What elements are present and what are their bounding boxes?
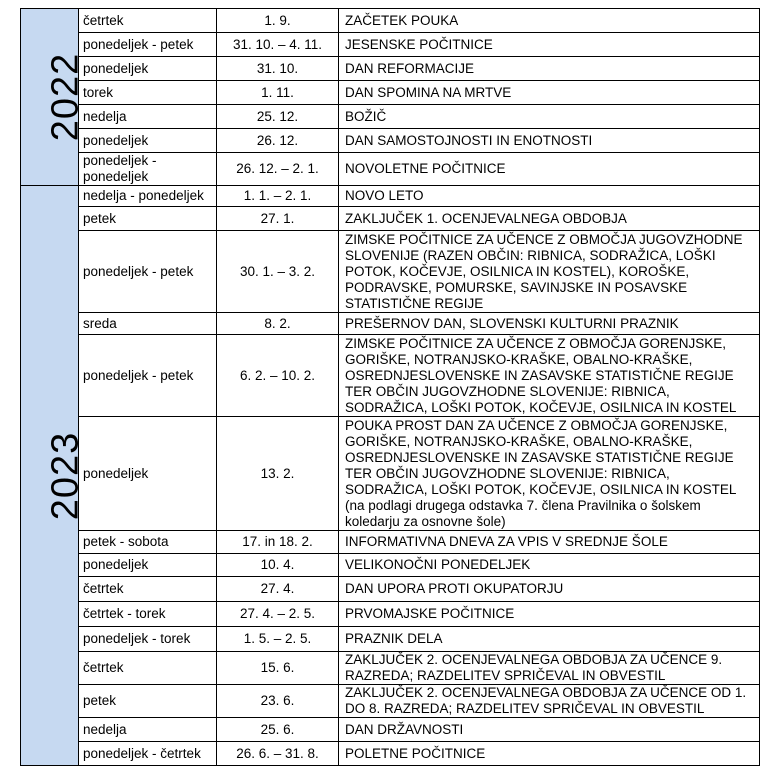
date-cell: 26. 6. – 31. 8.	[217, 742, 339, 766]
day-cell: ponedeljek	[79, 417, 217, 531]
calendar-body	[21, 9, 760, 766]
description-cell: POLETNE POČITNICE	[339, 742, 760, 766]
date-cell: 1. 11.	[217, 81, 339, 105]
table-row	[21, 81, 760, 105]
description-cell: DAN REFORMACIJE	[339, 57, 760, 81]
table-row	[21, 335, 760, 417]
year-cell	[21, 9, 87, 186]
day-cell: ponedeljek	[79, 129, 217, 153]
date-cell: 6. 2. – 10. 2.	[217, 335, 339, 417]
description-cell: POUKA PROST DAN ZA UČENCE Z OBMOČJA GORENJSKE, GORIŠKE, NOTRANJSKO-KRAŠKE, OBALNO-KRAŠKE, OSREDNJESLOVENSKE IN ZASAVSKE STATISTIČNE REGIJE TER OBČIN JUGOVZHODNE SLOVENIJE: RIBNICA, SODRAŽICA, LOŠKI POTOK, KOČEVJE, OSILNICA IN KOSTEL (na podlagi drugega odstavka 7. člena Pravilnika o šolskem koledarju za osnovne šole)	[339, 417, 760, 531]
day-cell: ponedeljek - petek	[79, 335, 217, 417]
description-cell: PRAZNIK DELA	[339, 627, 760, 652]
table-row	[21, 742, 760, 766]
table-row	[21, 33, 760, 57]
date-cell: 27. 4. – 2. 5.	[217, 602, 339, 627]
date-cell: 15. 6.	[217, 652, 339, 685]
table-row	[21, 554, 760, 577]
table-row	[21, 652, 760, 685]
day-cell: torek	[79, 81, 217, 105]
day-cell: četrtek - torek	[79, 602, 217, 627]
date-cell: 1. 5. – 2. 5.	[217, 627, 339, 652]
date-cell: 25. 6.	[217, 718, 339, 742]
day-cell: nedelja	[79, 718, 217, 742]
date-cell: 23. 6.	[217, 685, 339, 718]
day-cell: petek	[79, 685, 217, 718]
table-row	[21, 231, 760, 313]
description-cell: NOVO LETO	[339, 186, 760, 207]
date-cell: 25. 12.	[217, 105, 339, 129]
description-cell: ZAČETEK POUKA	[339, 9, 760, 33]
description-cell: BOŽIČ	[339, 105, 760, 129]
description-cell: INFORMATIVNA DNEVA ZA VPIS V SREDNJE ŠOLE	[339, 531, 760, 554]
day-cell: nedelja	[79, 105, 217, 129]
description-cell: DAN UPORA PROTI OKUPATORJU	[339, 577, 760, 602]
table-row	[21, 718, 760, 742]
year-cell	[21, 186, 87, 766]
date-cell: 8. 2.	[217, 313, 339, 335]
day-cell: ponedeljek - torek	[79, 627, 217, 652]
date-cell: 31. 10. – 4. 11.	[217, 33, 339, 57]
description-cell: DAN SAMOSTOJNOSTI IN ENOTNOSTI	[339, 129, 760, 153]
date-cell: 17. in 18. 2.	[217, 531, 339, 554]
day-cell: nedelja - ponedeljek	[79, 186, 217, 207]
day-cell: ponedeljek - ponedeljek	[79, 153, 217, 186]
date-cell: 31. 10.	[217, 57, 339, 81]
table-row	[21, 186, 760, 207]
day-cell: ponedeljek	[79, 57, 217, 81]
table-row	[21, 129, 760, 153]
day-cell: sreda	[79, 313, 217, 335]
school-calendar-table	[20, 8, 760, 766]
table-row	[21, 577, 760, 602]
date-cell: 10. 4.	[217, 554, 339, 577]
table-row	[21, 627, 760, 652]
description-cell: ZIMSKE POČITNICE ZA UČENCE Z OBMOČJA JUGOVZHODNE SLOVENIJE (RAZEN OBČIN: RIBNICA, SODRAŽICA, LOŠKI POTOK, KOČEVJE, OSILNICA IN KOSTEL), KOROŠKE, PODRAVSKE, POMURSKE, SAVINJSKE IN POSAVSKE STATISTIČNE REGIJE	[339, 231, 760, 313]
table-row	[21, 207, 760, 231]
description-cell: DAN DRŽAVNOSTI	[339, 718, 760, 742]
table-row	[21, 105, 760, 129]
date-cell: 26. 12. – 2. 1.	[217, 153, 339, 186]
day-cell: ponedeljek - petek	[79, 33, 217, 57]
day-cell: petek - sobota	[79, 531, 217, 554]
day-cell: ponedeljek - petek	[79, 231, 217, 313]
date-cell: 26. 12.	[217, 129, 339, 153]
table-row	[21, 153, 760, 186]
table-row	[21, 685, 760, 718]
description-cell: PRVOMAJSKE POČITNICE	[339, 602, 760, 627]
date-cell: 1. 9.	[217, 9, 339, 33]
date-cell: 13. 2.	[217, 417, 339, 531]
description-cell: ZAKLJUČEK 1. OCENJEVALNEGA OBDOBJA	[339, 207, 760, 231]
description-cell: NOVOLETNE POČITNICE	[339, 153, 760, 186]
description-cell: ZAKLJUČEK 2. OCENJEVALNEGA OBDOBJA ZA UČENCE 9. RAZREDA; RAZDELITEV SPRIČEVAL IN OBVESTIL	[339, 652, 760, 685]
date-cell: 30. 1. – 3. 2.	[217, 231, 339, 313]
table-row	[21, 417, 760, 531]
day-cell: ponedeljek	[79, 554, 217, 577]
description-cell: VELIKONOČNI PONEDELJEK	[339, 554, 760, 577]
date-cell: 27. 1.	[217, 207, 339, 231]
description-cell: ZIMSKE POČITNICE ZA UČENCE Z OBMOČJA GORENJSKE, GORIŠKE, NOTRANJSKO-KRAŠKE, OBALNO-KRAŠKE, OSREDNJESLOVENSKE IN ZASAVSKE STATISTIČNE REGIJE TER OBČIN JUGOVZHODNE SLOVENIJE: RIBNICA, SODRAŽICA, LOŠKI POTOK, KOČEVJE, OSILNICA IN KOSTEL	[339, 335, 760, 417]
description-cell: PREŠERNOV DAN, SLOVENSKI KULTURNI PRAZNIK	[339, 313, 760, 335]
table-row	[21, 57, 760, 81]
description-cell: JESENSKE POČITNICE	[339, 33, 760, 57]
table-row	[21, 602, 760, 627]
table-row	[21, 313, 760, 335]
day-cell: četrtek	[79, 9, 217, 33]
table-row	[21, 9, 760, 33]
date-cell: 27. 4.	[217, 577, 339, 602]
description-cell: ZAKLJUČEK 2. OCENJEVALNEGA OBDOBJA ZA UČENCE OD 1. DO 8. RAZREDA; RAZDELITEV SPRIČEVAL IN OBVESTIL	[339, 685, 760, 718]
day-cell: ponedeljek - četrtek	[79, 742, 217, 766]
date-cell: 1. 1. – 2. 1.	[217, 186, 339, 207]
day-cell: četrtek	[79, 577, 217, 602]
day-cell: petek	[79, 207, 217, 231]
year-label: 2023	[44, 431, 87, 520]
description-cell: DAN SPOMINA NA MRTVE	[339, 81, 760, 105]
year-label: 2022	[44, 52, 87, 142]
table-row	[21, 531, 760, 554]
day-cell: četrtek	[79, 652, 217, 685]
